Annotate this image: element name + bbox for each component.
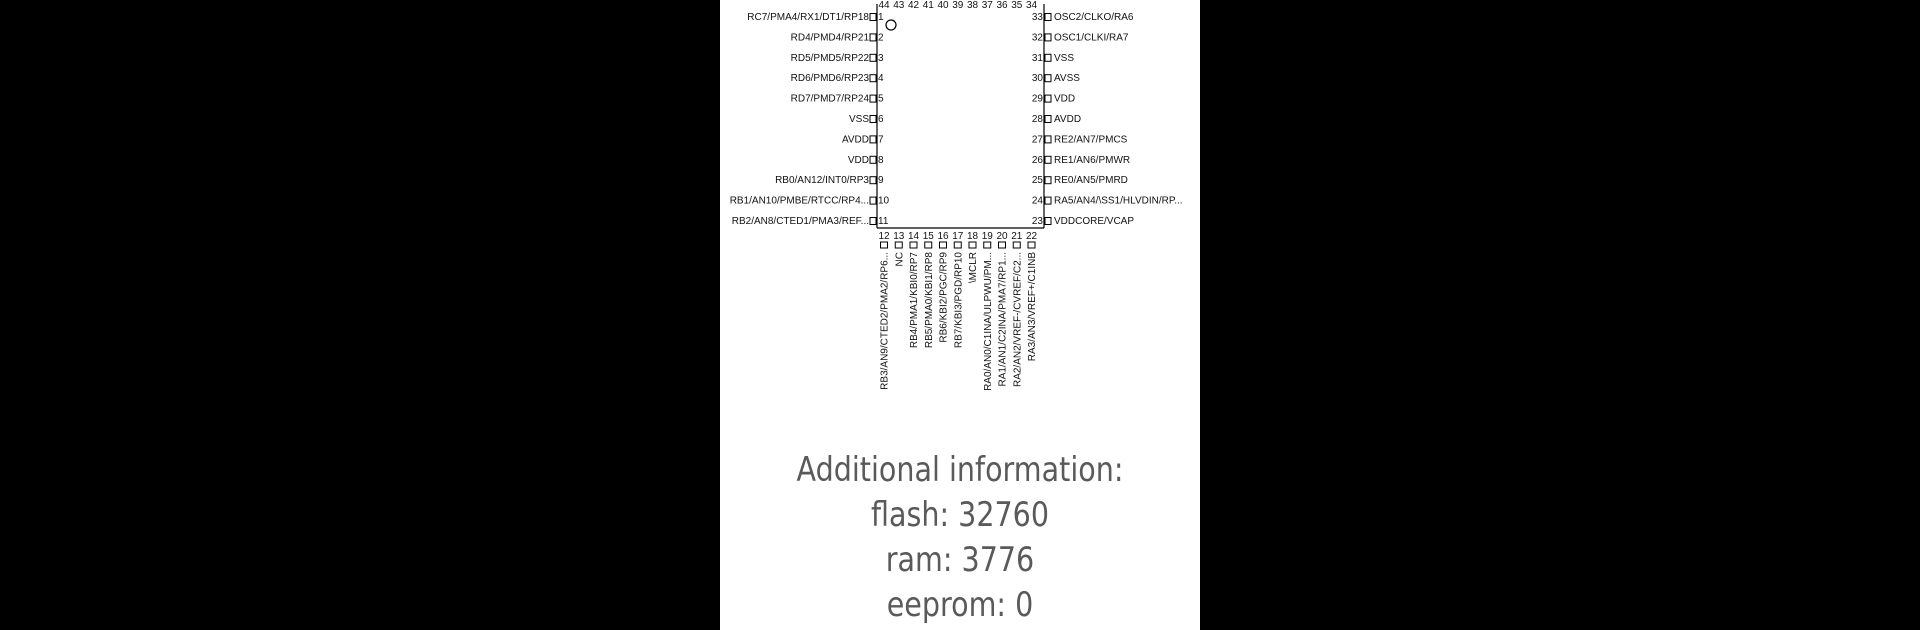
pin-pad	[969, 242, 976, 248]
top-pin-number: 35	[1011, 0, 1023, 11]
pin-number: 23	[1031, 216, 1043, 227]
bottom-pins	[878, 231, 1038, 391]
pin-number: 5	[878, 93, 884, 105]
pin-label: RD6/PMD6/RP23	[790, 73, 869, 85]
pin-pad	[954, 242, 961, 248]
pin-label: AVSS	[1054, 73, 1080, 85]
pin-pad	[870, 34, 876, 41]
eeprom-size: eeprom: 0	[886, 585, 1034, 625]
pin-pad	[1045, 197, 1051, 204]
pin-pad	[1045, 156, 1051, 163]
pin-number: 2	[878, 32, 884, 44]
pin-number: 15	[922, 231, 934, 242]
pin-label: RB6/KBI2/PGC/RP9	[938, 252, 950, 343]
pin-label: RB1/AN10/PMBE/RTCC/RP4...	[729, 195, 869, 207]
pin-number: 12	[878, 231, 890, 242]
pin-label: \MCLR	[968, 252, 979, 284]
pin-label: OSC2/CLKO/RA6	[1054, 12, 1134, 23]
top-pin-number: 39	[952, 0, 964, 11]
pin-label: VDD	[1054, 93, 1076, 105]
top-pin-number: 38	[966, 0, 979, 11]
pin-number: 33	[1031, 12, 1043, 23]
pin-number: 31	[1031, 52, 1043, 64]
pin-pad	[870, 75, 876, 82]
pin-label: AVDD	[1054, 114, 1082, 125]
pin-pad	[881, 242, 888, 248]
top-pin-number: 43	[893, 0, 905, 11]
top-pin-number: 36	[996, 0, 1008, 11]
pin-number: 18	[966, 231, 979, 242]
pin-label: RA3/AN3/VREF+/C1INB	[1027, 252, 1038, 362]
pin-number: 25	[1031, 175, 1043, 187]
pin-label: OSC1/CLKI/RA7	[1054, 32, 1129, 44]
pin-number: 21	[1011, 231, 1023, 242]
pin-number: 30	[1031, 73, 1043, 85]
pin-pad	[1045, 54, 1051, 61]
pin-number: 26	[1031, 154, 1043, 166]
pin-pad	[1045, 34, 1051, 41]
pin-label: RB2/AN8/CTED1/PMA3/REF...	[731, 216, 869, 227]
pin-pad	[1045, 218, 1051, 225]
top-pin-number: 42	[907, 0, 920, 11]
pin-label: RB7/KBI3/PGD/RP10	[953, 252, 965, 349]
right-pins	[1032, 12, 1183, 227]
pin-label: RA1/AN1/C2INA/PMA7/RP1...	[997, 252, 1009, 387]
pin-number: 4	[878, 73, 884, 85]
pin-number: 13	[893, 231, 905, 242]
pin-pad	[999, 242, 1006, 248]
pin-label: RA2/AN2/VREF-/CVREF/C2...	[1012, 252, 1024, 388]
pin-label: RB3/AN9/CTED2/PMA2/RP6...	[879, 252, 891, 390]
top-pin-number: 37	[981, 0, 993, 11]
pin-label: AVDD	[841, 134, 869, 146]
pin-pad	[1045, 75, 1051, 82]
chip-pinout-diagram	[720, 0, 1200, 448]
pin-number: 1	[878, 12, 884, 23]
pin-pad	[1028, 242, 1035, 248]
pin-number: 27	[1031, 134, 1043, 146]
pin-number: 20	[996, 231, 1008, 242]
pin-label: RE1/AN6/PMWR	[1054, 154, 1131, 166]
pin-number: 24	[1031, 195, 1043, 207]
pin-label: RA0/AN0/C1INA/ULPWU/PM...	[982, 252, 994, 391]
pin-pad	[910, 242, 917, 248]
pin-number: 6	[878, 114, 884, 125]
pin-label: NC	[894, 252, 906, 267]
top-pin-number: 40	[937, 0, 949, 11]
pin1-marker	[886, 20, 896, 30]
pin-pad	[870, 177, 876, 184]
pin-number: 14	[907, 231, 920, 242]
pin-label: VDDCORE/VCAP	[1054, 216, 1135, 227]
top-pin-number: 44	[878, 0, 890, 11]
pin-pad	[1045, 116, 1051, 123]
left-pins	[730, 12, 890, 227]
top-pin-number: 41	[922, 0, 934, 11]
pin-pad	[870, 218, 876, 225]
pin-label: RA5/AN4/\SS1/HLVDIN/RP...	[1054, 195, 1183, 207]
pin-label: VSS	[1054, 52, 1075, 64]
pin-pad	[895, 242, 902, 248]
pin-number: 8	[878, 154, 884, 166]
pin-pad	[940, 242, 947, 248]
pin-pad	[1045, 177, 1051, 184]
pin-number: 19	[981, 231, 993, 242]
pin-label: RD5/PMD5/RP22	[790, 52, 869, 64]
top-pin-number: 34	[1025, 0, 1038, 11]
pin-pad	[1045, 14, 1051, 21]
pin-number: 10	[878, 195, 890, 207]
pin-pad	[1045, 95, 1051, 102]
pin-number: 17	[952, 231, 964, 242]
pin-number: 29	[1031, 93, 1043, 105]
additional-information	[758, 448, 1161, 628]
pin-pad	[870, 95, 876, 102]
pin-label: RB5/PMA0/KBI1/RP8	[923, 252, 935, 349]
top-pin-numbers	[878, 0, 1037, 11]
info-heading: Additional information:	[796, 450, 1124, 490]
pin-pad	[1013, 242, 1020, 248]
pin-pad	[984, 242, 991, 248]
pin-label: RE0/AN5/PMRD	[1054, 175, 1128, 187]
pin-label: RC7/PMA4/RX1/DT1/RP18	[747, 12, 869, 23]
pin-number: 16	[937, 231, 949, 242]
pin-number: 22	[1025, 231, 1038, 242]
pin-label: RB4/PMA1/KBI0/RP7	[909, 252, 920, 349]
pin-pad	[870, 14, 876, 21]
pin-label: RB0/AN12/INT0/RP3	[775, 175, 869, 187]
pin-label: RD4/PMD4/RP21	[790, 32, 869, 44]
pin-pad	[1045, 136, 1051, 143]
pin-number: 9	[878, 175, 884, 187]
pin-pad	[870, 54, 876, 61]
pin-number: 32	[1031, 32, 1043, 44]
pin-pad	[870, 156, 876, 163]
pin-label: RD7/PMD7/RP24	[790, 93, 869, 105]
pin-label: RE2/AN7/PMCS	[1054, 134, 1128, 146]
pin-label: VDD	[847, 154, 869, 166]
flash-size: flash: 32760	[870, 495, 1050, 535]
pin-pad	[870, 116, 876, 123]
diagram-panel	[720, 0, 1200, 630]
pin-number: 11	[878, 216, 889, 227]
pin-pad	[870, 197, 876, 204]
pin-pad	[925, 242, 932, 248]
pin-number: 7	[878, 134, 884, 146]
pin-number: 3	[878, 52, 884, 64]
pin-pad	[870, 136, 876, 143]
pin-number: 28	[1031, 114, 1043, 125]
pin-label: VSS	[848, 114, 869, 125]
ram-size: ram: 3776	[885, 540, 1035, 580]
